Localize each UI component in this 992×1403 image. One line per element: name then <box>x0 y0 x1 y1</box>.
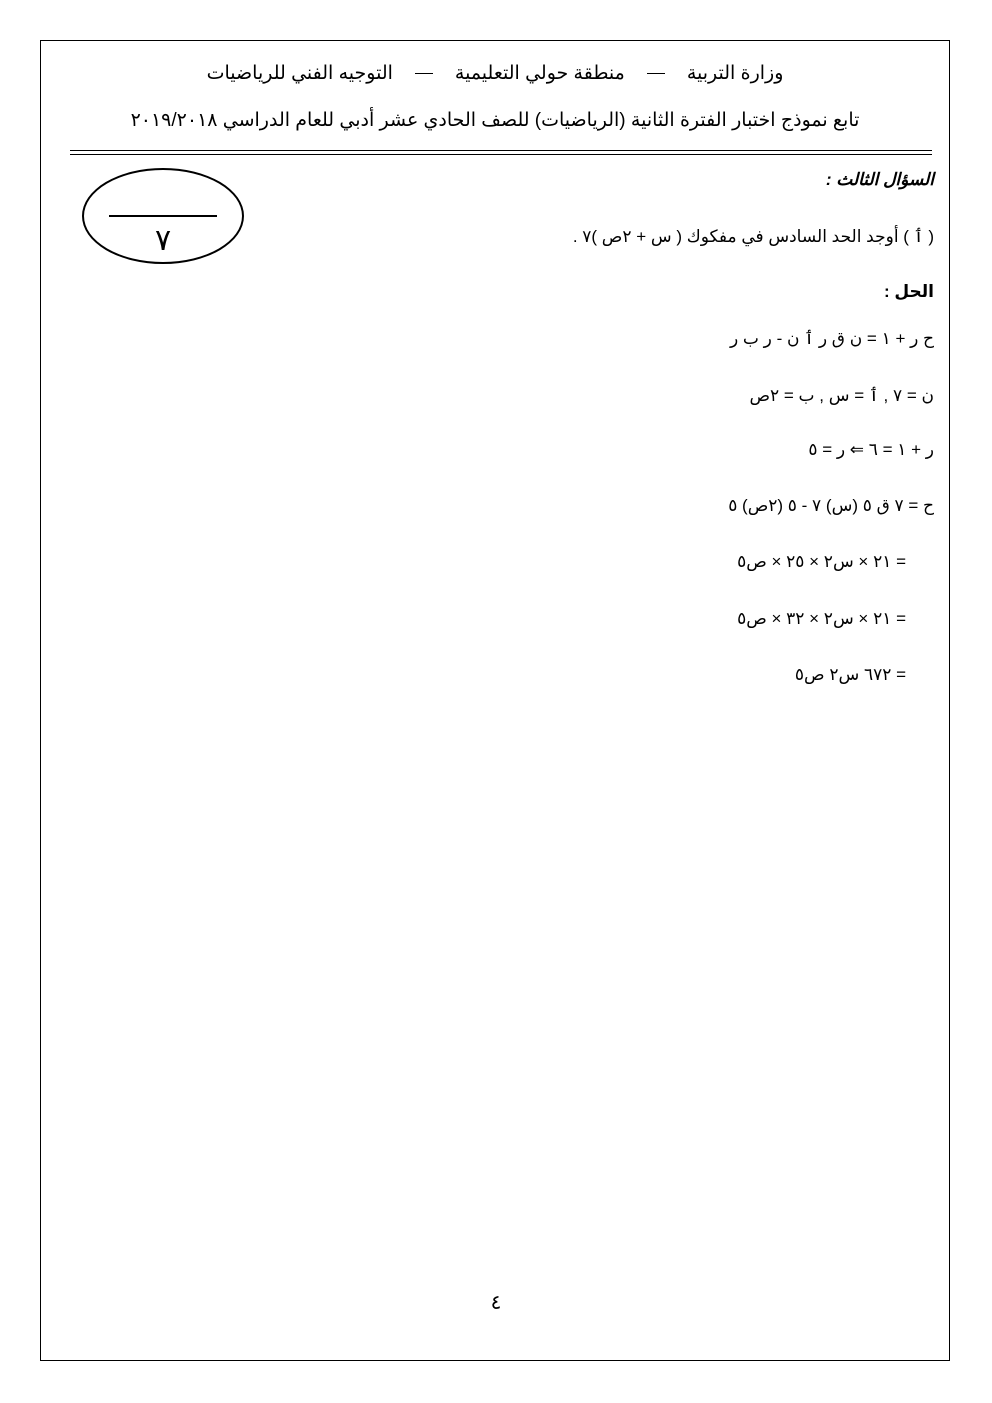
page-number: ٤ <box>490 1292 502 1314</box>
solution-step: = ٦٧٢ س٢ ص٥ <box>794 665 906 684</box>
solution-step: ر + ١ = ٦ ⇐ ر = ٥ <box>808 440 934 459</box>
department-name: التوجيه الفني للرياضيات <box>206 63 393 84</box>
solution-step: = ٢١ × س٢ × ٣٢ × ص٥ <box>737 609 906 628</box>
exam-subtitle: تابع نموذج اختبار الفترة الثانية (الرياضيات) للصف الحادي عشر أدبي للعام الدراسي ٢٠١٩/٢٠١٨ <box>130 110 860 131</box>
ministry-name: وزارة التربية <box>686 63 784 84</box>
solution-step: = ٢١ × س٢ × ٢٥ × ص٥ <box>737 552 906 571</box>
solution-step: ح = ٧ ق ٥ (س) ٧ - ٥ (٢ص) ٥ <box>728 496 934 515</box>
grade-max-score: ٧ <box>154 224 172 257</box>
header-divider-thin <box>70 154 932 155</box>
header-organizations <box>60 62 930 85</box>
solution-step: ح ر + ١ = ن ق ر ٲ ن - ر ب ر <box>730 329 934 348</box>
grade-fraction-line <box>109 215 217 217</box>
solution-step: ن = ٧ , ٲ = س , ب = ٢ص <box>749 386 934 405</box>
separator-dash <box>415 73 433 74</box>
separator-dash <box>647 73 665 74</box>
question-part-a: ( ٲ ) أوجد الحد السادس في مفكوك ( س + ٢ص )٧ . <box>572 227 934 246</box>
solution-label: الحل : <box>883 282 934 301</box>
district-name: منطقة حولي التعليمية <box>454 63 625 84</box>
question-title: السؤال الثالث : <box>825 170 934 189</box>
header-divider <box>70 150 932 151</box>
